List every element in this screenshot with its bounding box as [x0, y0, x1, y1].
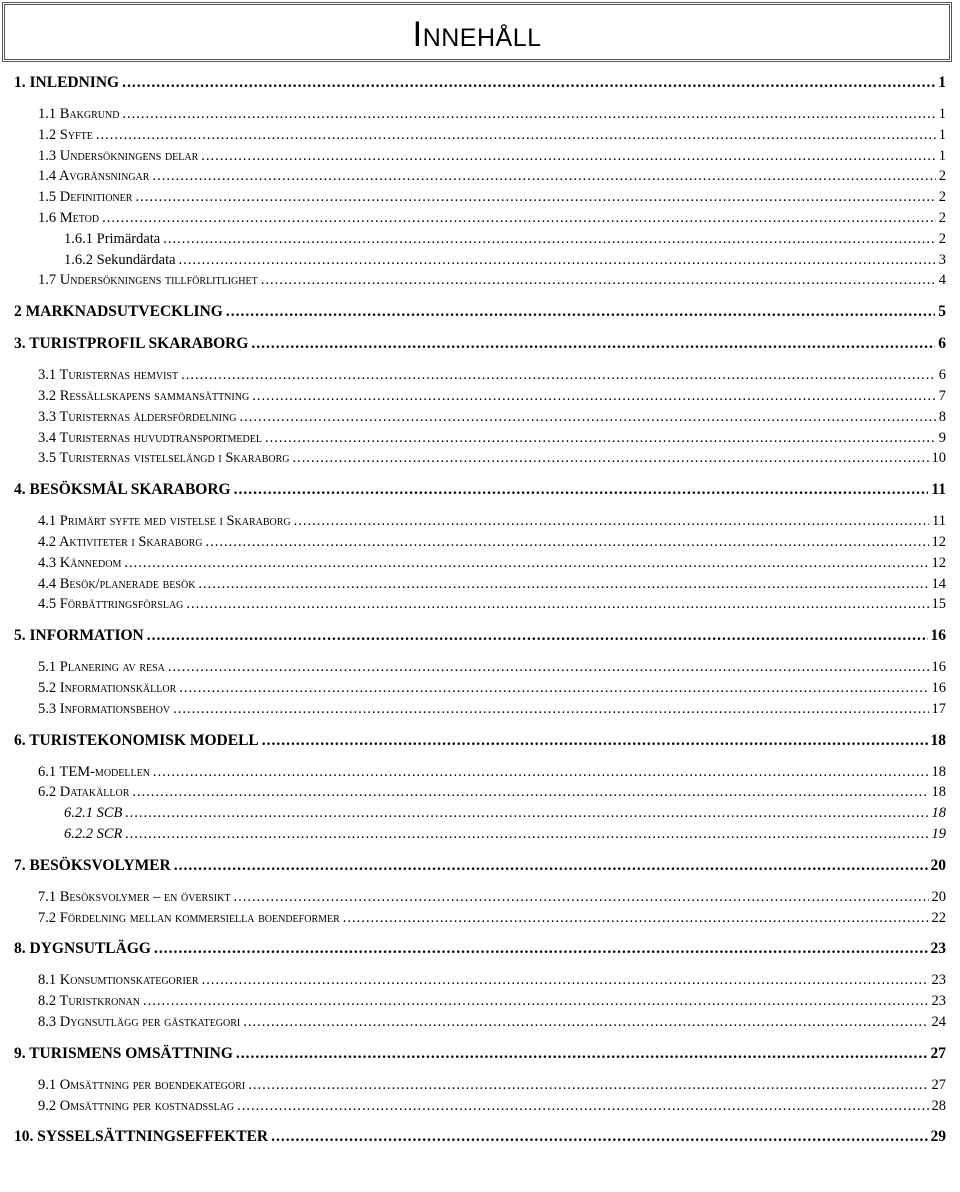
dot-leader: [122, 72, 935, 94]
dot-leader: [96, 125, 936, 146]
toc-entry-page: 20: [931, 888, 946, 905]
toc-entry-page: 18: [930, 731, 946, 749]
toc-entry[interactable]: [14, 511, 946, 532]
toc-entry-page: 16: [931, 679, 946, 696]
toc-entry-page: 14: [931, 575, 946, 592]
toc-entry[interactable]: [14, 855, 946, 877]
toc-entry[interactable]: [14, 803, 946, 824]
toc-entry-page: 11: [931, 481, 946, 499]
toc-entry[interactable]: [14, 824, 946, 845]
toc-entry[interactable]: [14, 1012, 946, 1033]
toc-entry-page: 11: [932, 513, 946, 530]
toc-entry[interactable]: [14, 365, 946, 386]
dot-leader: [233, 887, 928, 908]
toc-entry-title: 1.5 Definitioner: [38, 189, 133, 206]
toc-entry-page: 28: [931, 1097, 946, 1114]
toc-entry-title: 6. TURISTEKONOMISK MODELL: [14, 731, 259, 749]
toc-entry[interactable]: [14, 657, 946, 678]
toc-entry[interactable]: [14, 146, 946, 167]
toc-entry-page: 24: [931, 1013, 946, 1030]
dot-leader: [168, 657, 929, 678]
toc-entry-title: 8.3 Dygnsutlägg per gästkategori: [38, 1013, 241, 1030]
dot-leader: [174, 855, 928, 877]
title-box: [2, 2, 952, 62]
dot-leader: [163, 229, 936, 250]
dot-leader: [135, 187, 935, 208]
toc-entry-page: 23: [930, 940, 946, 958]
toc-entry[interactable]: [14, 678, 946, 699]
toc-entry-page: 2: [938, 209, 946, 226]
toc-entry-title: 1.6.2 Sekundärdata: [64, 251, 176, 268]
toc-entry-title: 5. INFORMATION: [14, 627, 144, 645]
toc-entry-page: 2: [938, 168, 946, 185]
toc-entry-page: 17: [931, 700, 946, 717]
dot-leader: [147, 625, 928, 647]
dot-leader: [294, 511, 929, 532]
toc-entry[interactable]: [14, 1075, 946, 1096]
toc-entry-page: 6: [938, 335, 946, 353]
page-title: Innehåll: [412, 15, 542, 54]
toc-entry-title: 4. BESÖKSMÅL SKARABORG: [14, 481, 231, 499]
toc-entry[interactable]: [14, 574, 946, 595]
toc-entry-page: 2: [938, 189, 946, 206]
toc-entry-page: 18: [931, 805, 946, 822]
dot-leader: [251, 333, 935, 355]
toc-entry[interactable]: [14, 270, 946, 291]
toc-entry[interactable]: [14, 187, 946, 208]
toc-entry-title: 1.1 Bakgrund: [38, 106, 120, 122]
toc-entry-page: 18: [931, 763, 946, 780]
dot-leader: [132, 782, 928, 803]
toc-entry-title: 9. TURISMENS OMSÄTTNING: [14, 1044, 233, 1062]
toc-entry-title: 8.1 Konsumtionskategorier: [38, 972, 199, 989]
dot-leader: [343, 908, 929, 929]
toc-entry[interactable]: [14, 887, 946, 908]
toc-entry[interactable]: [14, 730, 946, 752]
toc-entry[interactable]: [14, 938, 946, 960]
dot-leader: [271, 1126, 927, 1148]
toc-entry-title: 4.5 Förbättringsförslag: [38, 596, 184, 613]
toc-entry-page: 12: [931, 533, 946, 550]
toc-entry-page: 16: [930, 627, 946, 645]
toc-entry-title: 7.2 Fördelning mellan kommersiella boendeformer: [38, 909, 340, 926]
toc-entry-title: 2 MARKNADSUTVECKLING: [14, 303, 223, 321]
toc-entry-page: 9: [938, 429, 946, 446]
toc-entry-page: 6: [938, 367, 946, 384]
dot-leader: [206, 532, 929, 553]
toc-entry[interactable]: [14, 250, 946, 271]
toc-entry[interactable]: [14, 448, 946, 469]
toc-entry-title: 5.1 Planering av resa: [38, 659, 165, 676]
toc-entry-title: 1.7 Undersökningens tillförlitlighet: [38, 272, 258, 289]
toc-entry[interactable]: [14, 407, 946, 428]
dot-leader: [152, 166, 935, 187]
toc-entry[interactable]: [14, 166, 946, 187]
dot-leader: [154, 938, 928, 960]
toc-entry-title: 3.4 Turisternas huvudtransportmedel: [38, 429, 262, 446]
toc-entry-page: 3: [938, 251, 946, 268]
toc-entry-title: 1.3 Undersökningens delar: [38, 147, 199, 164]
dot-leader: [179, 678, 928, 699]
toc-entry-page: 29: [930, 1128, 946, 1146]
toc-entry[interactable]: [14, 229, 946, 250]
toc-entry-page: 23: [931, 972, 946, 989]
dot-leader: [173, 699, 928, 720]
dot-leader: [239, 407, 935, 428]
dot-leader: [186, 594, 928, 615]
toc-entry-page: 12: [931, 554, 946, 571]
toc-entry-title: 4.4 Besök/planerade besök: [38, 575, 196, 592]
dot-leader: [248, 1075, 928, 1096]
dot-leader: [124, 553, 928, 574]
toc-entry-page: 23: [931, 993, 946, 1010]
dot-leader: [252, 386, 936, 407]
toc-entry-title: 9.1 Omsättning per boendekategori: [38, 1076, 246, 1093]
toc-entry-title: 3.3 Turisternas åldersfördelning: [38, 408, 237, 425]
toc-entry-page: 10: [931, 450, 946, 467]
dot-leader: [125, 824, 928, 845]
toc-entry-title: 1. INLEDNING: [14, 74, 120, 91]
dot-leader: [226, 301, 935, 323]
toc-entry[interactable]: [14, 1043, 946, 1065]
toc-entry-title: 8. DYGNSUTLÄGG: [14, 940, 151, 958]
dot-leader: [236, 1043, 928, 1065]
dot-leader: [293, 448, 929, 469]
toc-entry[interactable]: [14, 479, 946, 501]
dot-leader: [179, 250, 936, 271]
toc-entry[interactable]: [14, 1096, 946, 1117]
dot-leader: [122, 104, 935, 125]
toc-entry-title: 1.6.1 Primärdata: [64, 230, 161, 247]
dot-leader: [198, 574, 928, 595]
toc-entry-title: 6.1 TEM-modellen: [38, 763, 150, 780]
toc-entry-page: 27: [930, 1044, 946, 1062]
toc-entry-page: 18: [931, 784, 946, 801]
toc-entry[interactable]: [14, 428, 946, 449]
dot-leader: [153, 762, 929, 783]
toc-entry[interactable]: [14, 208, 946, 229]
toc-entry-page: 27: [931, 1076, 946, 1093]
dot-leader: [265, 428, 936, 449]
dot-leader: [261, 270, 936, 291]
dot-leader: [234, 479, 929, 501]
dot-leader: [202, 970, 929, 991]
toc-entry-title: 9.2 Omsättning per kostnadsslag: [38, 1097, 235, 1114]
toc-entry-page: 1: [938, 106, 946, 122]
toc-entry[interactable]: [14, 333, 946, 355]
table-of-contents: [14, 72, 946, 1158]
toc-entry-title: 6.2.2 SCR: [64, 825, 123, 842]
toc-entry-page: 22: [931, 909, 946, 926]
toc-entry-page: 5: [938, 303, 946, 321]
toc-entry-title: 5.2 Informationskällor: [38, 679, 177, 696]
toc-entry-page: 15: [931, 596, 946, 613]
toc-entry-title: 3. TURISTPROFIL SKARABORG: [14, 335, 249, 353]
toc-entry[interactable]: [14, 301, 946, 323]
toc-entry-title: 3.2 Ressällskapens sammansättning: [38, 387, 250, 404]
toc-entry[interactable]: [14, 125, 946, 146]
toc-entry-title: 1.2 Syfte: [38, 126, 93, 143]
toc-entry-title: 7.1 Besöksvolymer – en översikt: [38, 888, 231, 905]
toc-entry[interactable]: [14, 699, 946, 720]
toc-entry-title: 3.1 Turisternas hemvist: [38, 367, 179, 384]
toc-entry[interactable]: [14, 991, 946, 1012]
toc-entry-title: 7. BESÖKSVOLYMER: [14, 856, 171, 874]
toc-entry-page: 2: [938, 230, 946, 247]
toc-entry-title: 1.6 Metod: [38, 209, 100, 226]
dot-leader: [102, 208, 936, 229]
toc-entry[interactable]: [14, 782, 946, 803]
dot-leader: [201, 146, 935, 167]
toc-entry-page: 1: [938, 74, 946, 91]
toc-entry-title: 6.2.1 SCB: [64, 805, 123, 822]
toc-entry-page: 19: [931, 825, 946, 842]
toc-entry-title: 4.3 Kännedom: [38, 554, 122, 571]
toc-entry[interactable]: [14, 625, 946, 647]
dot-leader: [125, 803, 928, 824]
dot-leader: [181, 365, 936, 386]
toc-entry[interactable]: [14, 970, 946, 991]
toc-entry[interactable]: [14, 532, 946, 553]
toc-entry-page: 7: [938, 387, 946, 404]
toc-entry-title: 4.2 Aktiviteter i Skaraborg: [38, 533, 203, 550]
dot-leader: [262, 730, 928, 752]
toc-entry-page: 4: [938, 272, 946, 289]
dot-leader: [243, 1012, 928, 1033]
toc-entry-page: 1: [938, 126, 946, 143]
toc-entry[interactable]: [14, 104, 946, 125]
toc-entry-title: 3.5 Turisternas vistelselängd i Skaraborg: [38, 450, 290, 467]
toc-entry-page: 16: [931, 659, 946, 676]
toc-entry-title: 5.3 Informationsbehov: [38, 700, 171, 717]
dot-leader: [143, 991, 928, 1012]
toc-entry-page: 20: [930, 856, 946, 874]
toc-entry-title: 8.2 Turistkronan: [38, 993, 141, 1010]
toc-entry-title: 1.4 Avgränsningar: [38, 168, 150, 185]
dot-leader: [237, 1096, 928, 1117]
toc-entry-page: 8: [938, 408, 946, 425]
toc-entry-title: 6.2 Datakällor: [38, 784, 130, 801]
toc-entry[interactable]: [14, 762, 946, 783]
toc-entry[interactable]: [14, 1126, 946, 1148]
toc-entry[interactable]: [14, 908, 946, 929]
toc-entry-title: 4.1 Primärt syfte med vistelse i Skaraborg: [38, 513, 291, 530]
toc-entry[interactable]: [14, 386, 946, 407]
toc-entry[interactable]: [14, 72, 946, 94]
toc-entry-page: 1: [938, 147, 946, 164]
toc-entry-title: 10. SYSSELSÄTTNINGSEFFEKTER: [14, 1128, 269, 1146]
toc-entry[interactable]: [14, 553, 946, 574]
toc-entry[interactable]: [14, 594, 946, 615]
